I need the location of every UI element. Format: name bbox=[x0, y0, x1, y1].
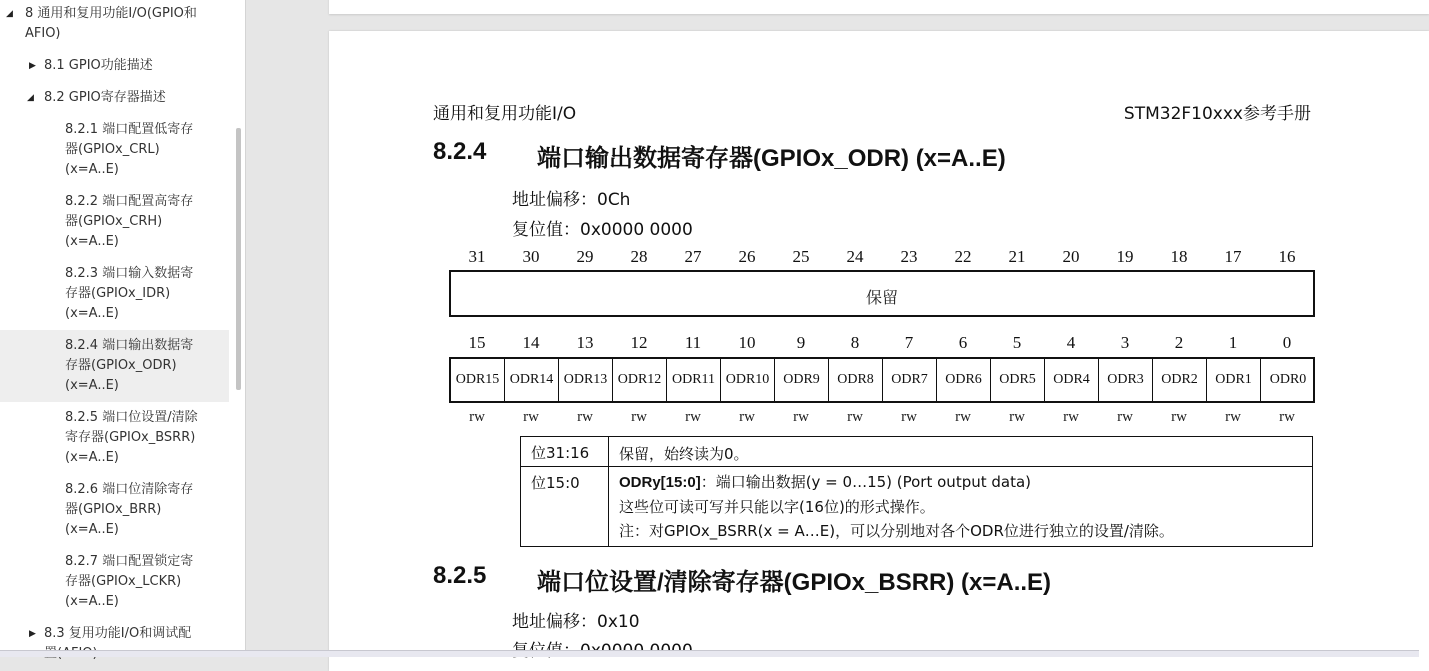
sidebar-scrollbar[interactable] bbox=[236, 128, 241, 390]
bit-number: 6 bbox=[958, 333, 968, 352]
access-type: rw bbox=[1171, 409, 1187, 425]
toc-item-8-2-4[interactable] bbox=[0, 330, 229, 402]
toc-item-8-2-1[interactable] bbox=[0, 120, 229, 182]
bit-number: 11 bbox=[684, 333, 702, 352]
toc-label: 8.2.2 端口配置高寄存 bbox=[65, 194, 194, 209]
register-field-cell: ODR7 bbox=[883, 359, 937, 401]
reserved-label: 保留 bbox=[865, 288, 898, 307]
bits-cell: 位31:16 bbox=[521, 437, 609, 466]
section-number: 8.2.5 bbox=[433, 562, 487, 589]
expanded-arrow-icon[interactable]: ◢ bbox=[6, 9, 13, 19]
reset-value: 复位值：0x0000 0000 bbox=[512, 220, 693, 240]
toc-label: 8.2 GPIO寄存器描述 bbox=[44, 90, 166, 105]
register-field-cell: ODR0 bbox=[1269, 372, 1307, 387]
bits-cell: 位15:0 bbox=[521, 467, 609, 546]
access-type: rw bbox=[1279, 409, 1295, 425]
register-field-cell: ODR2 bbox=[1153, 359, 1207, 401]
access-type: rw bbox=[631, 409, 647, 425]
bit-number: 2 bbox=[1174, 333, 1184, 352]
bit-number: 27 bbox=[684, 247, 702, 266]
toc-item-8-2-3[interactable] bbox=[0, 264, 229, 326]
toc-label: (x=A..E) bbox=[65, 306, 119, 321]
bit-number: 28 bbox=[630, 247, 648, 266]
description-line: 这些位可读可写并只能以字(16位)的形式操作。 bbox=[619, 498, 935, 516]
toc-label: (x=A..E) bbox=[65, 450, 119, 465]
reset-value bbox=[512, 636, 693, 661]
table-row bbox=[521, 467, 1312, 546]
expanded-arrow-icon[interactable]: ◢ bbox=[27, 93, 34, 103]
toc-label: 存器(GPIOx_ODR) bbox=[65, 358, 177, 373]
toc-item-8-1[interactable] bbox=[0, 56, 229, 76]
toc-label: (x=A..E) bbox=[65, 594, 119, 609]
access-type: rw bbox=[523, 409, 539, 425]
register-field-cell: ODR1 bbox=[1207, 359, 1261, 401]
bit-number: 29 bbox=[576, 247, 594, 266]
access-type: rw bbox=[1063, 409, 1079, 425]
bit-number: 7 bbox=[904, 333, 914, 352]
toc-item-8-2-7[interactable] bbox=[0, 552, 229, 614]
access-type: rw bbox=[685, 409, 701, 425]
description-text: ：端口输出数据(y = 0…15) (Port output data) bbox=[700, 473, 1032, 491]
description-text: 保留，始终读为0。 bbox=[619, 445, 749, 463]
register-field-cell: ODR15 bbox=[451, 359, 505, 401]
toc-label: AFIO) bbox=[25, 26, 61, 41]
bit-number: 24 bbox=[846, 247, 864, 266]
register-field-cell: ODR6 bbox=[937, 359, 991, 401]
toc-label: (x=A..E) bbox=[65, 162, 119, 177]
toc-label: 器(GPIOx_CRH) bbox=[65, 214, 163, 229]
bit-number: 31 bbox=[468, 247, 486, 266]
description-cell bbox=[609, 467, 1312, 548]
toc-item-8-2[interactable] bbox=[0, 88, 229, 108]
document-page bbox=[329, 31, 1429, 671]
access-type: rw bbox=[1009, 409, 1025, 425]
toc-sidebar bbox=[0, 0, 246, 657]
address-offset: 地址偏移：0Ch bbox=[512, 190, 631, 210]
bit-number: 23 bbox=[900, 247, 918, 266]
toc-item-chapter-8[interactable] bbox=[0, 4, 229, 46]
toc-label: 8.2.1 端口配置低寄存 bbox=[65, 122, 194, 137]
toc-label: 8.2.4 端口输出数据寄 bbox=[65, 338, 194, 353]
page-header-right: STM32F10xxx参考手册 bbox=[1123, 104, 1311, 124]
toc-item-8-2-2[interactable] bbox=[0, 192, 229, 254]
toc-label: 8.2.6 端口位清除寄存 bbox=[65, 482, 194, 497]
collapsed-arrow-icon[interactable]: ▶ bbox=[29, 61, 36, 71]
toc-label: 8 通用和复用功能I/O(GPIO和 bbox=[25, 6, 197, 21]
access-type: rw bbox=[739, 409, 755, 425]
toc-label: 8.3 复用功能I/O和调试配 bbox=[44, 626, 192, 641]
toc-label: 器(GPIOx_BRR) bbox=[65, 502, 162, 517]
bit-number: 16 bbox=[1278, 247, 1296, 266]
toc-label: 存器(GPIOx_IDR) bbox=[65, 286, 171, 301]
bit-number: 0 bbox=[1282, 333, 1292, 352]
toc-label: 8.2.3 端口输入数据寄 bbox=[65, 266, 194, 281]
section-title: 端口输出数据寄存器(GPIOx_ODR) (x=A..E) bbox=[537, 145, 1006, 172]
access-type: rw bbox=[955, 409, 971, 425]
section-number: 8.2.4 bbox=[433, 138, 487, 165]
toc-label: 器(GPIOx_CRL) bbox=[65, 142, 160, 157]
reserved-bits-box bbox=[449, 270, 1315, 317]
toc-item-8-2-5[interactable] bbox=[0, 408, 229, 470]
bit-number: 21 bbox=[1008, 247, 1026, 266]
bit-number: 3 bbox=[1120, 333, 1130, 352]
toc-label: 8.1 GPIO功能描述 bbox=[44, 58, 153, 73]
bit-number: 4 bbox=[1066, 333, 1076, 352]
bit-number: 26 bbox=[738, 247, 756, 266]
access-type: rw bbox=[469, 409, 485, 425]
register-field-cell: ODR13 bbox=[559, 359, 613, 401]
bit-number: 22 bbox=[954, 247, 972, 266]
toc-label: 8.2.7 端口配置锁定寄 bbox=[65, 554, 194, 569]
table-row bbox=[521, 437, 1312, 467]
toc-item-8-3[interactable] bbox=[0, 624, 229, 664]
previous-page bbox=[329, 0, 1429, 14]
register-field-cell: ODR9 bbox=[775, 359, 829, 401]
horizontal-scrollbar[interactable] bbox=[0, 650, 1419, 657]
bit-number: 20 bbox=[1062, 247, 1080, 266]
bit-number: 14 bbox=[522, 333, 540, 352]
bit-number: 8 bbox=[850, 333, 860, 352]
register-field-cell: ODR4 bbox=[1045, 359, 1099, 401]
toc-label: (x=A..E) bbox=[65, 522, 119, 537]
toc-item-8-2-6[interactable] bbox=[0, 480, 229, 542]
section-title: 端口位设置/清除寄存器(GPIOx_BSRR) (x=A..E) bbox=[537, 569, 1052, 596]
bit-number: 12 bbox=[630, 333, 648, 352]
toc-label: (x=A..E) bbox=[65, 378, 119, 393]
description-cell bbox=[609, 437, 1312, 471]
collapsed-arrow-icon[interactable]: ▶ bbox=[29, 629, 36, 639]
toc-label: (x=A..E) bbox=[65, 234, 119, 249]
register-field-cell: ODR10 bbox=[721, 359, 775, 401]
description-note: 注：对GPIOx_BSRR(x = A…E)，可以分别地对各个ODR位进行独立的设置/清除。 bbox=[619, 522, 1174, 540]
bit-number: 9 bbox=[796, 333, 806, 352]
register-field-cell: ODR8 bbox=[829, 359, 883, 401]
register-field-cell: ODR3 bbox=[1099, 359, 1153, 401]
field-name: ODRy[15:0] bbox=[619, 474, 701, 491]
access-type: rw bbox=[1225, 409, 1241, 425]
register-field-cell: ODR5 bbox=[991, 359, 1045, 401]
address-offset: 地址偏移：0x10 bbox=[512, 612, 640, 632]
register-fields-box bbox=[449, 357, 1315, 403]
bit-number: 5 bbox=[1012, 333, 1022, 352]
register-field-cell: ODR12 bbox=[613, 359, 667, 401]
access-type: rw bbox=[1117, 409, 1133, 425]
toc-label: 存器(GPIOx_LCKR) bbox=[65, 574, 182, 589]
bit-number: 13 bbox=[576, 333, 594, 352]
page-header-left: 通用和复用功能I/O bbox=[433, 104, 577, 124]
bit-number: 19 bbox=[1116, 247, 1134, 266]
bit-number: 25 bbox=[792, 247, 810, 266]
bit-number: 17 bbox=[1224, 247, 1242, 266]
bit-number: 15 bbox=[468, 333, 486, 352]
access-type: rw bbox=[793, 409, 809, 425]
access-type: rw bbox=[901, 409, 917, 425]
toc-label: 寄存器(GPIOx_BSRR) bbox=[65, 430, 196, 445]
register-field-cell: ODR11 bbox=[667, 359, 721, 401]
bit-description-table bbox=[520, 436, 1313, 547]
bit-number: 18 bbox=[1170, 247, 1188, 266]
toc-label: 8.2.5 端口位设置/清除 bbox=[65, 410, 198, 425]
bit-number: 30 bbox=[522, 247, 540, 266]
document-viewer bbox=[247, 0, 1419, 650]
bit-number: 1 bbox=[1228, 333, 1238, 352]
register-field-cell: ODR14 bbox=[505, 359, 559, 401]
access-type: rw bbox=[847, 409, 863, 425]
bit-number: 10 bbox=[738, 333, 756, 352]
access-type: rw bbox=[577, 409, 593, 425]
